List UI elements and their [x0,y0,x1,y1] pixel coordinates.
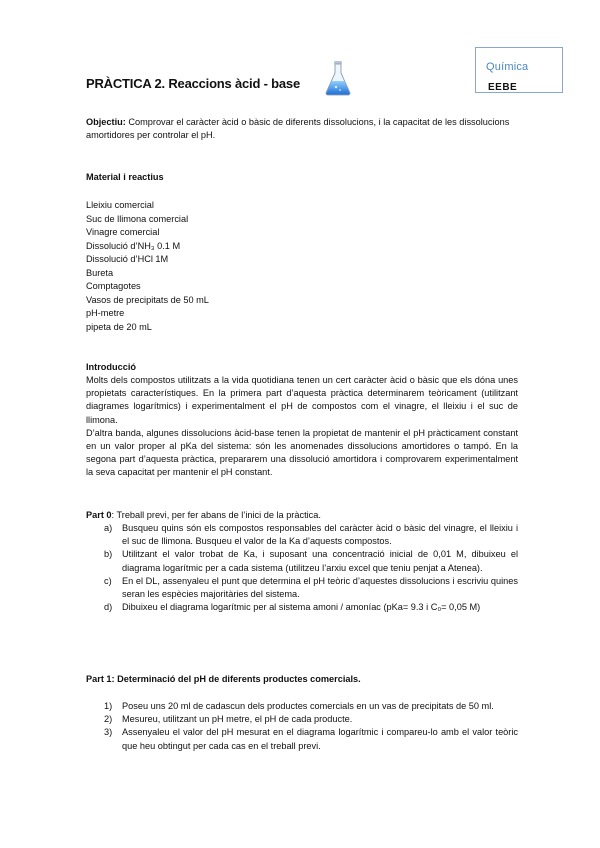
list-item: pipeta de 20 mL [86,321,152,332]
part1-list [86,700,518,753]
objective-label: Objectiu: [86,117,126,127]
list-item [86,548,518,574]
list-marker: a) [104,523,113,533]
intro-paragraph-1: Molts dels compostos utilitzats a la vida quotidiana tenen un cert caràcter àcid o bàsic que els dóna unes propietats característiques. En la primera part d’aquesta pràctica determinarem teòricament (utilitzant diagrames logarítmics) i experimentalment el pH de compostos com el vinagre, el lleixiu i el suc de llimona. [86,375,518,425]
logo-main-text: Química [486,61,529,73]
objective [86,116,518,142]
part0-list [86,522,518,614]
intro-text [86,374,518,480]
list-text: Utilitzant el valor trobat de Ka, i suposant una concentració inicial de 0,01 M, dibuixeu el diagrama logarítmic per a cada sistema (utilitzeu l’arxiu excel que teniu penjat a Atenea). [122,549,518,573]
list-item: Vasos de precipitats de 50 mL [86,294,209,305]
materials-list [86,199,209,334]
list-marker: c) [104,575,112,586]
list-marker: 3) [104,727,113,738]
list-item [86,575,518,601]
list-text: Dibuixeu el diagrama logarítmic per al sistema amoni / amoníac (pKa= 9.3 i C₀= 0,05 M) [122,602,481,613]
list-item: Vinagre comercial [86,227,160,237]
list-text: Assenyaleu el valor del pH mesurat en el diagrama logarítmic i compareu-lo amb el valor teòric que heu obtingut per cada cas en el treball previ. [122,727,518,751]
logo [475,47,563,93]
list-item: Suc de llimona comercial [86,213,189,224]
list-marker: d) [104,602,113,613]
list-item [86,700,518,713]
page-title: PRÀCTICA 2. Reaccions àcid - base [86,76,300,91]
list-item [86,522,518,548]
list-text: Busqueu quins són els compostos responsables del caràcter àcid o bàsic del vinagre, el lleixiu i el suc de llimona. Busqueu el valor de la Ka d’aquests compostos. [122,523,518,547]
list-item: Dissolució d’HCl 1M [86,254,169,264]
list-marker: b) [104,549,113,560]
part0-label: Part 0 [86,510,112,520]
list-text: Poseu uns 20 ml de cadascun dels productes comercials en un vas de precipitats de 50 ml. [122,701,494,711]
list-item: pH-metre [86,308,125,318]
list-marker: 2) [104,714,113,725]
part0-heading [86,509,518,522]
list-marker: 1) [104,701,113,711]
part1-label: Part 1 [86,674,112,684]
list-item: Comptagotes [86,281,141,291]
list-item: Lleixiu comercial [86,200,154,210]
part0-text: : Treball previ, per fer abans de l’inici de la pràctica. [111,510,321,520]
materials-heading: Material i reactius [86,172,164,182]
list-text: En el DL, assenyaleu el punt que determina el pH teòric d’aquestes dissolucions i escriviu quines seran les espècies majoritàries del sistema. [122,575,518,600]
list-text: Mesureu, utilitzant un pH metre, el pH de cada producte. [122,714,353,725]
flask-icon [324,60,352,96]
part1-text: : Determinació del pH de diferents productes comercials. [111,674,361,684]
objective-text: Comprovar el caràcter àcid o bàsic de diferents dissolucions, i la capacitat de les dissolucions amortidores per controlar el pH. [86,117,510,141]
list-item [86,601,518,614]
logo-sub-text: EEBE [488,82,518,93]
list-item [86,713,518,726]
intro-paragraph-2: D’altra banda, algunes dissolucions àcid-base tenen la propietat de mantenir el pH pràcticament constant en un valor proper al pKa del sistema: són les anomenades dissolucions amortidores o tampó. En la segona part d’aquesta pràctica, prepararem una dissolució amortidora i comprovarem experimentalment la seva capacitat per mantenir el pH constant. [86,427,518,478]
list-item [86,726,518,752]
part1-heading [86,673,361,686]
intro-heading: Introducció [86,362,137,372]
list-item: Dissolució d’NH₃ 0.1 M [86,240,181,251]
list-item: Bureta [86,267,114,278]
